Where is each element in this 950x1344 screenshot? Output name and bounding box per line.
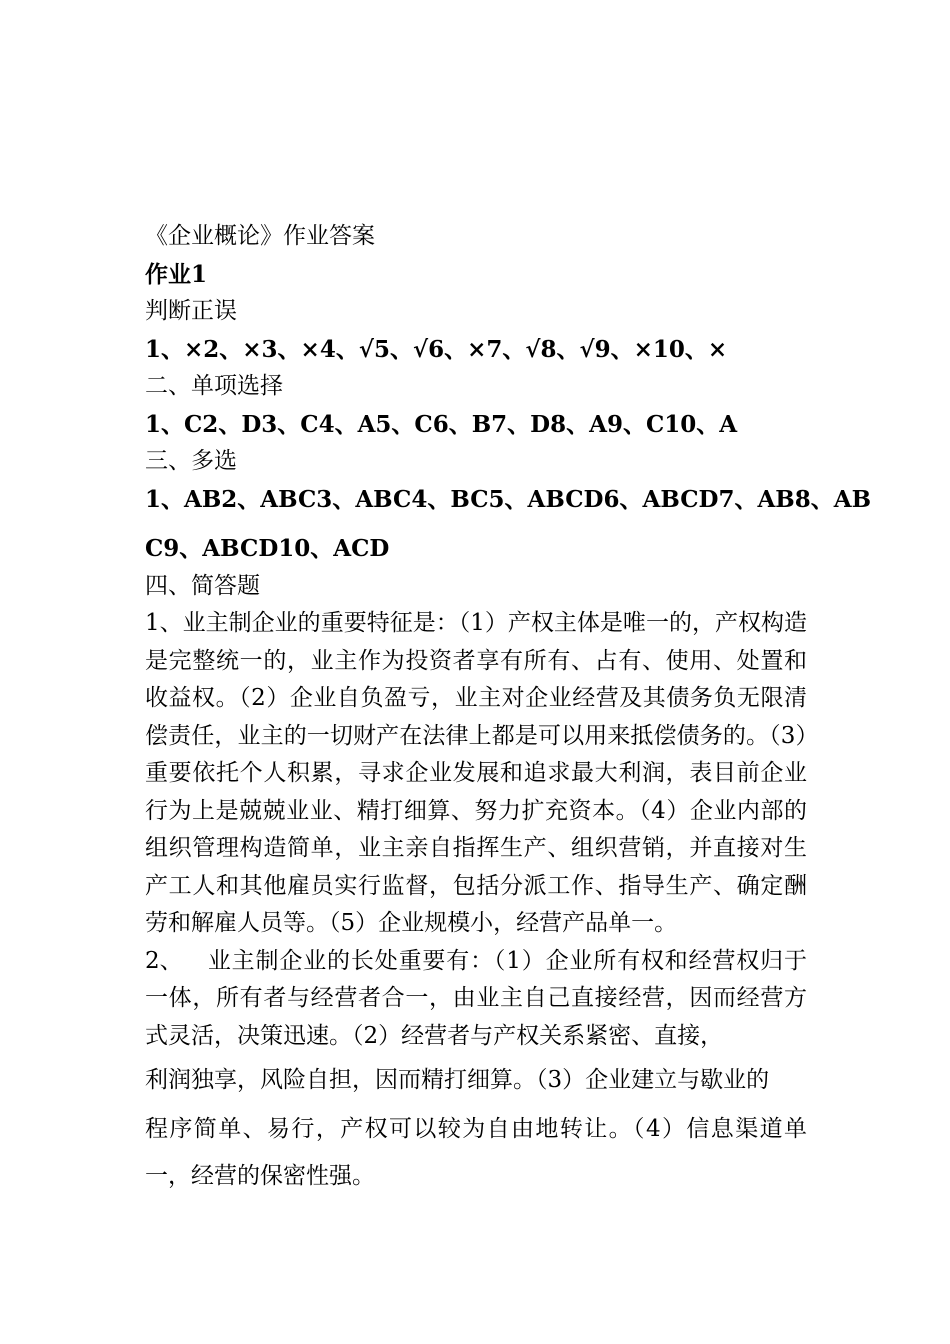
answer-2-text-part2: 利润独享，风险自担，因而精打细算。（3）企业建立与歇业的 — [145, 1067, 770, 1093]
section1-answers: 1、×2、×3、×4、√5、√6、×7、√8、√9、×10、× — [145, 335, 728, 363]
answer-2-text-part1: 业主制企业的长处重要有：（1）企业所有权和经营权归于一体，所有者与经营者合一，由业主自己直接经营，因而经营方式灵活，决策迅速。（2）经营者与产权关系紧密、直接， — [145, 947, 807, 1049]
answer-paragraph-1: 1、业主制企业的重要特征是：（1）产权主体是唯一的，产权构造是完整统一的，业主作为投资者享有所有、占有、使用、处置和收益权。（2）企业自负盈亏，业主对企业经营及其债务负无限清偿责任，业主的一切财产在法律上都是可以用来抵偿债务的。（3）重要依托个人积累，寻求企业发展和追求最大利润，表目前企业行为上是兢兢业业、精打细算、努力扩充资本。（4）企业内部的组织管理构造简单，业主亲自指挥生产、组织营销，并直接对生产工人和其他雇员实行监督，包括分派工作、指导生产、确定酬劳和解雇人员等。（5）企业规模小，经营产品单一。 — [145, 610, 807, 936]
answer-2-text-part3: 程序简单、易行，产权可以较为自由地转让。（4）信息渠道单一，经营的保密性强。 — [145, 1116, 807, 1189]
section4-heading: 四、简答题 — [145, 572, 260, 599]
section3-answers-line1: 1、AB2、ABC3、ABC4、BC5、ABCD6、ABCD7、AB8、AB — [145, 485, 872, 513]
answer-paragraph-2 — [145, 943, 807, 1056]
answer-2-number: 2、 — [145, 947, 183, 974]
section2-heading: 二、单项选择 — [145, 373, 283, 399]
section3-answers-line2: C9、ABCD10、ACD — [145, 535, 390, 562]
section2-answers: 1、C2、D3、C4、A5、C6、B7、D8、A9、C10、A — [145, 410, 738, 438]
section1-heading: 判断正误 — [145, 298, 237, 324]
document-title: 《企业概论》作业答案 — [145, 223, 375, 249]
assignment-heading: 作业1 — [145, 260, 208, 288]
section3-heading: 三、多选 — [145, 448, 237, 474]
document-body — [145, 218, 872, 1200]
